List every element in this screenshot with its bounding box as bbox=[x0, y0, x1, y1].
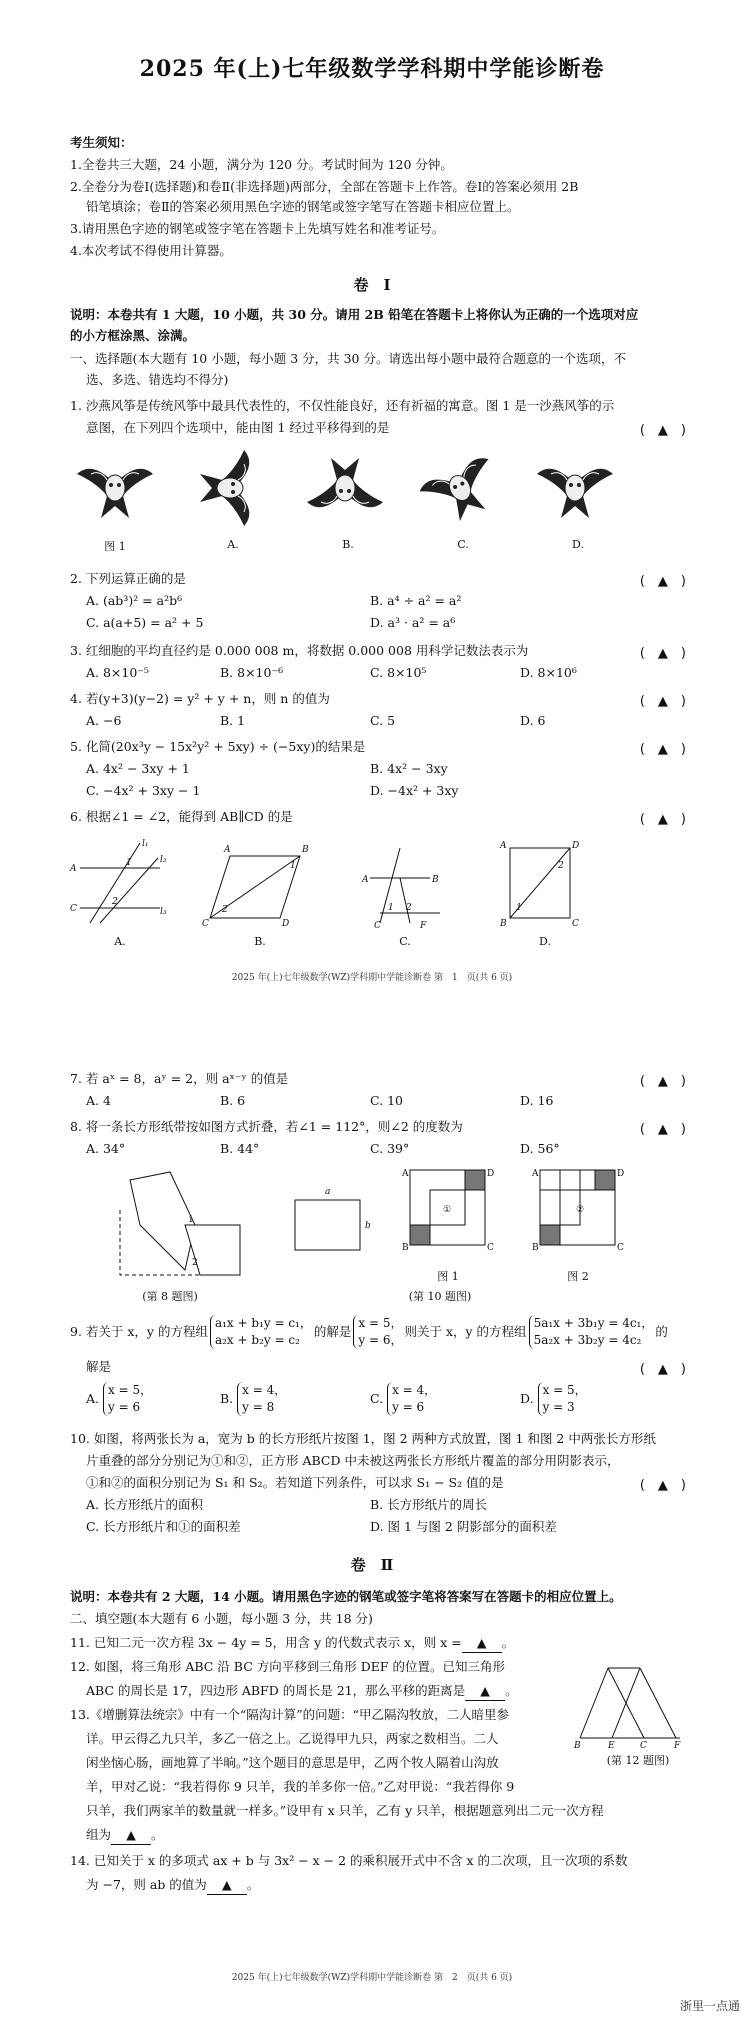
q4-option: B. 1 bbox=[220, 713, 246, 728]
svg-text:1: 1 bbox=[126, 858, 132, 868]
q9-option: A. x = 5， y = 6 bbox=[86, 1383, 153, 1414]
q3-option: A. 8×10⁻⁵ bbox=[86, 665, 149, 680]
notice-item: 1.全卷共三大题，24 小题，满分为 120 分。考试时间为 120 分钟。 bbox=[70, 157, 453, 172]
answer-marker: ( ▲ ) bbox=[639, 742, 686, 757]
q12-caption: (第 12 题图) bbox=[606, 1754, 670, 1767]
q9-stem bbox=[70, 1312, 684, 1352]
svg-text:D: D bbox=[572, 841, 580, 851]
notice-item: 铅笔填涂；卷Ⅱ的答案必须用黑色字迹的钢笔或签字笔写在答题卡相应位置上。 bbox=[86, 199, 520, 214]
q7-option: B. 6 bbox=[220, 1093, 246, 1108]
svg-text:l₃: l₃ bbox=[160, 907, 167, 917]
q3-option: B. 8×10⁻⁶ bbox=[220, 665, 284, 680]
svg-text:B: B bbox=[302, 845, 309, 855]
q2-option: C. a(a+5) = a² + 5 bbox=[86, 615, 204, 630]
q13-stem: 组为 ▲ 。 bbox=[86, 1826, 684, 1845]
svg-text:C: C bbox=[617, 1243, 624, 1253]
kite-caption: C. bbox=[457, 538, 469, 551]
svg-text:①: ① bbox=[443, 1205, 452, 1215]
q5-stem: 5. 化简(20x³y − 15x²y² + 5xy) ÷ (−5xy)的结果是 bbox=[70, 739, 366, 754]
q9-pre: 9. 若关于 x，y 的方程组 bbox=[70, 1324, 208, 1339]
svg-text:F: F bbox=[674, 1741, 681, 1751]
kite-caption: A. bbox=[227, 538, 239, 551]
page-2 bbox=[0, 1010, 744, 2018]
q13-stem: 羊，甲对乙说：“我若得你 9 只羊，我的羊多你一倍。”乙对甲说：“我若得你 9 bbox=[86, 1779, 515, 1794]
svg-text:C: C bbox=[374, 921, 381, 931]
angle-figure-d bbox=[499, 841, 579, 929]
kite-caption: D. bbox=[572, 538, 584, 551]
notice-item: 3.请用黑色字迹的钢笔或签字笔在答题卡上先填写姓名和准考证号。 bbox=[70, 221, 445, 236]
svg-text:A: A bbox=[70, 864, 77, 874]
q5-option: B. 4x² − 3xy bbox=[370, 761, 448, 776]
q7-option: D. 16 bbox=[520, 1093, 554, 1108]
kite-caption: B. bbox=[342, 538, 354, 551]
q14-stem: 为 −7，则 ab 的值为 ▲ 。 bbox=[86, 1876, 684, 1895]
q8-stem: 8. 将一条长方形纸带按如图方式折叠，若∠1 = 112°，则∠2 的度数为 bbox=[70, 1119, 463, 1134]
q9-stem: 解是 bbox=[86, 1359, 112, 1374]
section-title: 一、选择题(本大题有 10 小题，每小题 3 分，共 30 分。请选出每小题中最符合题意的一个选项，不 bbox=[70, 351, 626, 366]
answer-blank: ▲ bbox=[207, 1876, 247, 1895]
rect-ab-figure bbox=[295, 1187, 371, 1250]
angle-figures bbox=[70, 838, 610, 931]
svg-text:B: B bbox=[402, 1243, 409, 1253]
section-title: 二、填空题(本大题有 6 小题，每小题 3 分，共 18 分) bbox=[70, 1611, 373, 1626]
svg-text:A: A bbox=[532, 1169, 539, 1179]
answer-marker: ( ▲ ) bbox=[639, 1074, 686, 1089]
vol2-heading: 卷 Ⅱ bbox=[350, 1556, 394, 1574]
q9-solution: x = 5， y = 6， bbox=[353, 1315, 402, 1349]
fig2-caption: 图 2 bbox=[567, 1270, 589, 1283]
q4-option: A. −6 bbox=[86, 713, 122, 728]
svg-text:②: ② bbox=[576, 1205, 585, 1215]
q10-stem: 10. 如图，将两张长为 a，宽为 b 的长方形纸片按图 1，图 2 两种方式放置，图 1 和图 2 中两张长方形纸 bbox=[70, 1431, 656, 1446]
q13-stem: 详。甲云得乙九只羊，多乙一倍之上。乙说得甲九只，两家之数相当。二人 bbox=[86, 1731, 499, 1746]
q10-stem: ①和②的面积分别记为 S₁ 和 S₂。若知道下列条件，可以求 S₁ − S₂ 值的是 bbox=[86, 1475, 504, 1490]
kite-caption: 图 1 bbox=[104, 540, 126, 553]
answer-blank: ▲ bbox=[462, 1634, 502, 1653]
q7-option: C. 10 bbox=[370, 1093, 403, 1108]
angle-figure-c bbox=[361, 848, 440, 931]
q9-system-2: 5a₁x + 3b₁y = 4c₁， 5a₂x + 3b₂y = 4c₂ bbox=[529, 1315, 654, 1349]
q8-option: C. 39° bbox=[370, 1141, 410, 1156]
svg-text:A: A bbox=[362, 875, 369, 885]
q8-option: D. 56° bbox=[520, 1141, 560, 1156]
q1-stem: 1. 沙燕风筝是传统风筝中最具代表性的，不仅性能良好，还有祈福的寓意。图 1 是一沙燕风筝的示 bbox=[70, 398, 615, 413]
svg-text:A: A bbox=[500, 841, 507, 851]
kite-option-a bbox=[200, 450, 249, 526]
svg-text:A: A bbox=[402, 1169, 409, 1179]
svg-text:B: B bbox=[574, 1741, 581, 1751]
angle-caption: A. bbox=[114, 935, 126, 948]
svg-text:2: 2 bbox=[406, 903, 412, 913]
svg-text:l₂: l₂ bbox=[160, 855, 167, 865]
q13-stem: 闲坐恼心肠，画地算了半晌。”这个题目的意思是甲，乙两个牧人隔着山沟放 bbox=[86, 1755, 499, 1770]
fold-figure bbox=[120, 1172, 240, 1275]
answer-marker: ( ▲ ) bbox=[639, 574, 686, 589]
q9-system-1: a₁x + b₁y = c₁， a₂x + b₂y = c₂ bbox=[210, 1315, 312, 1349]
fig1-caption: 图 1 bbox=[437, 1270, 459, 1283]
section-title: 选、多选、错选均不得分) bbox=[86, 372, 229, 387]
q2-stem: 2. 下列运算正确的是 bbox=[70, 571, 186, 586]
q2-option: A. (ab³)² = a²b⁶ bbox=[86, 593, 183, 608]
svg-text:B: B bbox=[432, 875, 439, 885]
q9-option: B. x = 4， y = 8 bbox=[220, 1383, 287, 1414]
answer-marker: ( ▲ ) bbox=[639, 812, 686, 827]
answer-blank: ▲ bbox=[465, 1682, 505, 1701]
kite-figures bbox=[70, 450, 630, 530]
answer-marker: ( ▲ ) bbox=[639, 1362, 686, 1377]
q12-stem: 12. 如图，将三角形 ABC 沿 BC 方向平移到三角形 DEF 的位置。已知三角形 bbox=[70, 1659, 506, 1674]
q10-stem: 片重叠的部分分别记为①和②，正方形 ABCD 中未被这两张长方形纸片覆盖的部分用阴影表示， bbox=[86, 1453, 620, 1468]
kite-option-b bbox=[307, 458, 383, 507]
q10-option: A. 长方形纸片的面积 bbox=[86, 1497, 203, 1512]
q5-option: A. 4x² − 3xy + 1 bbox=[86, 761, 190, 776]
square-figure-1 bbox=[401, 1169, 494, 1253]
vol1-desc: 的小方框涂黑、涂满。 bbox=[70, 328, 196, 343]
svg-text:B: B bbox=[532, 1243, 539, 1253]
svg-text:D: D bbox=[617, 1169, 625, 1179]
q14-stem: 14. 已知关于 x 的多项式 ax + b 与 3x² − x − 2 的乘积展开式中不含 x 的二次项，且一次项的系数 bbox=[70, 1853, 628, 1868]
svg-text:a: a bbox=[325, 1187, 331, 1197]
q1-stem: 意图，在下列四个选项中，能由图 1 经过平移得到的是 bbox=[86, 420, 390, 435]
q5-option: D. −4x² + 3xy bbox=[370, 783, 459, 798]
svg-text:C: C bbox=[572, 919, 579, 929]
q4-stem: 4. 若(y+3)(y−2) = y² + y + n，则 n 的值为 bbox=[70, 691, 330, 706]
watermark: 浙里一点通 bbox=[679, 1999, 740, 2013]
svg-text:A: A bbox=[224, 845, 231, 855]
svg-text:C: C bbox=[70, 904, 77, 914]
answer-blank: ▲ bbox=[111, 1826, 151, 1845]
square-figure-2 bbox=[531, 1169, 624, 1253]
vol2-desc: 说明：本卷共有 2 大题，14 小题。请用黑色字迹的钢笔或签字笔将答案写在答题卡的相应位置上。 bbox=[70, 1589, 622, 1604]
answer-marker: ( ▲ ) bbox=[639, 1478, 686, 1493]
q7-option: A. 4 bbox=[86, 1093, 111, 1108]
q10-option: B. 长方形纸片的周长 bbox=[370, 1497, 488, 1512]
page-footer: 2025 年(上)七年级数学(WZ)学科期中学能诊断卷 第 1 页(共 6 页) bbox=[231, 973, 513, 983]
answer-marker: ( ▲ ) bbox=[639, 1122, 686, 1137]
answer-marker: ( ▲ ) bbox=[639, 694, 686, 709]
q4-option: C. 5 bbox=[370, 713, 396, 728]
notice-item: 2.全卷分为卷Ⅰ(选择题)和卷Ⅱ(非选择题)两部分，全部在答题卡上作答。卷Ⅰ的答案必须用 2B bbox=[70, 179, 579, 194]
svg-text:2: 2 bbox=[112, 897, 118, 907]
svg-text:2: 2 bbox=[222, 905, 228, 915]
q10-caption: (第 10 题图) bbox=[408, 1290, 472, 1303]
q8-caption: (第 8 题图) bbox=[142, 1290, 198, 1303]
svg-text:2: 2 bbox=[558, 861, 564, 871]
angle-figure-b bbox=[202, 845, 309, 929]
notice-item: 4.本次考试不得使用计算器。 bbox=[70, 243, 232, 258]
q11-stem: 11. 已知二元一次方程 3x − 4y = 5，用含 y 的代数式表示 x，则 x = ▲ 。 bbox=[70, 1634, 684, 1653]
svg-text:l₁: l₁ bbox=[142, 839, 149, 849]
kite-figure-1 bbox=[77, 469, 153, 518]
q3-stem: 3. 红细胞的平均直径约是 0.000 008 m，将数据 0.000 008 用科学记数法表示为 bbox=[70, 643, 529, 658]
svg-text:B: B bbox=[500, 919, 507, 929]
q12-stem: ABC 的周长是 17，四边形 ABFD 的周长是 21，那么平移的距离是 ▲ 。 bbox=[86, 1682, 684, 1701]
exam-title: 2025 年(上)七年级数学学科期中学能诊断卷 bbox=[139, 56, 605, 82]
angle-caption: B. bbox=[254, 935, 266, 948]
q9-post: 的 bbox=[655, 1324, 668, 1339]
svg-text:F: F bbox=[420, 921, 427, 931]
svg-text:C: C bbox=[640, 1741, 647, 1751]
svg-text:2: 2 bbox=[192, 1258, 198, 1268]
page-footer: 2025 年(上)七年级数学(WZ)学科期中学能诊断卷 第 2 页(共 6 页) bbox=[231, 1973, 513, 1983]
q7-stem: 7. 若 aˣ = 8，aʸ = 2，则 aˣ⁻ʸ 的值是 bbox=[70, 1071, 289, 1086]
notice-heading: 考生须知： bbox=[70, 135, 133, 150]
answer-marker: ( ▲ ) bbox=[639, 423, 686, 438]
q10-option: D. 图 1 与图 2 阴影部分的面积差 bbox=[370, 1519, 557, 1534]
q6-stem: 6. 根据∠1 = ∠2，能得到 AB∥CD 的是 bbox=[70, 809, 293, 824]
angle-figure-a bbox=[69, 839, 167, 923]
answer-marker: ( ▲ ) bbox=[639, 646, 686, 661]
svg-text:1: 1 bbox=[388, 903, 394, 913]
q8-option: A. 34° bbox=[86, 1141, 126, 1156]
kite-option-d bbox=[537, 469, 613, 518]
svg-text:D: D bbox=[487, 1169, 495, 1179]
svg-text:C: C bbox=[487, 1243, 494, 1253]
q8-option: B. 44° bbox=[220, 1141, 260, 1156]
q9-mid2: 则关于 x，y 的方程组 bbox=[404, 1324, 527, 1339]
svg-text:E: E bbox=[608, 1741, 615, 1751]
q4-option: D. 6 bbox=[520, 713, 546, 728]
angle-caption: D. bbox=[539, 935, 551, 948]
q9-mid: 的解是 bbox=[313, 1324, 352, 1339]
q10-option: C. 长方形纸片和①的面积差 bbox=[86, 1519, 241, 1534]
q2-option: B. a⁴ ÷ a² = a² bbox=[370, 593, 462, 608]
svg-text:1: 1 bbox=[188, 1215, 194, 1225]
vol1-desc: 说明：本卷共有 1 大题，10 小题，共 30 分。请用 2B 铅笔在答题卡上将你认为正确的一个选项对应 bbox=[70, 307, 639, 322]
svg-text:1: 1 bbox=[290, 861, 296, 871]
q3-option: C. 8×10⁵ bbox=[370, 665, 427, 680]
q9-option: C. x = 4， y = 6 bbox=[370, 1383, 437, 1414]
svg-text:1: 1 bbox=[516, 903, 522, 913]
q5-option: C. −4x² + 3xy − 1 bbox=[86, 783, 201, 798]
angle-caption: C. bbox=[399, 935, 411, 948]
kite-option-c bbox=[417, 454, 507, 531]
q3-option: D. 8×10⁶ bbox=[520, 665, 577, 680]
svg-text:D: D bbox=[282, 919, 290, 929]
q2-option: D. a³ · a² = a⁶ bbox=[370, 615, 456, 630]
q13-stem: 13.《增删算法统宗》中有一个“隔沟计算”的问题：“甲乙隔沟牧放，二人暗里参 bbox=[70, 1707, 510, 1722]
vol1-heading: 卷 Ⅰ bbox=[353, 276, 391, 294]
svg-text:C: C bbox=[202, 919, 209, 929]
svg-text:b: b bbox=[365, 1221, 371, 1231]
q13-stem: 只羊，我们两家羊的数量就一样多。”设甲有 x 只羊，乙有 y 只羊，根据题意列出二元一次方程 bbox=[86, 1803, 604, 1818]
q9-option: D. x = 5， y = 3 bbox=[520, 1383, 587, 1414]
